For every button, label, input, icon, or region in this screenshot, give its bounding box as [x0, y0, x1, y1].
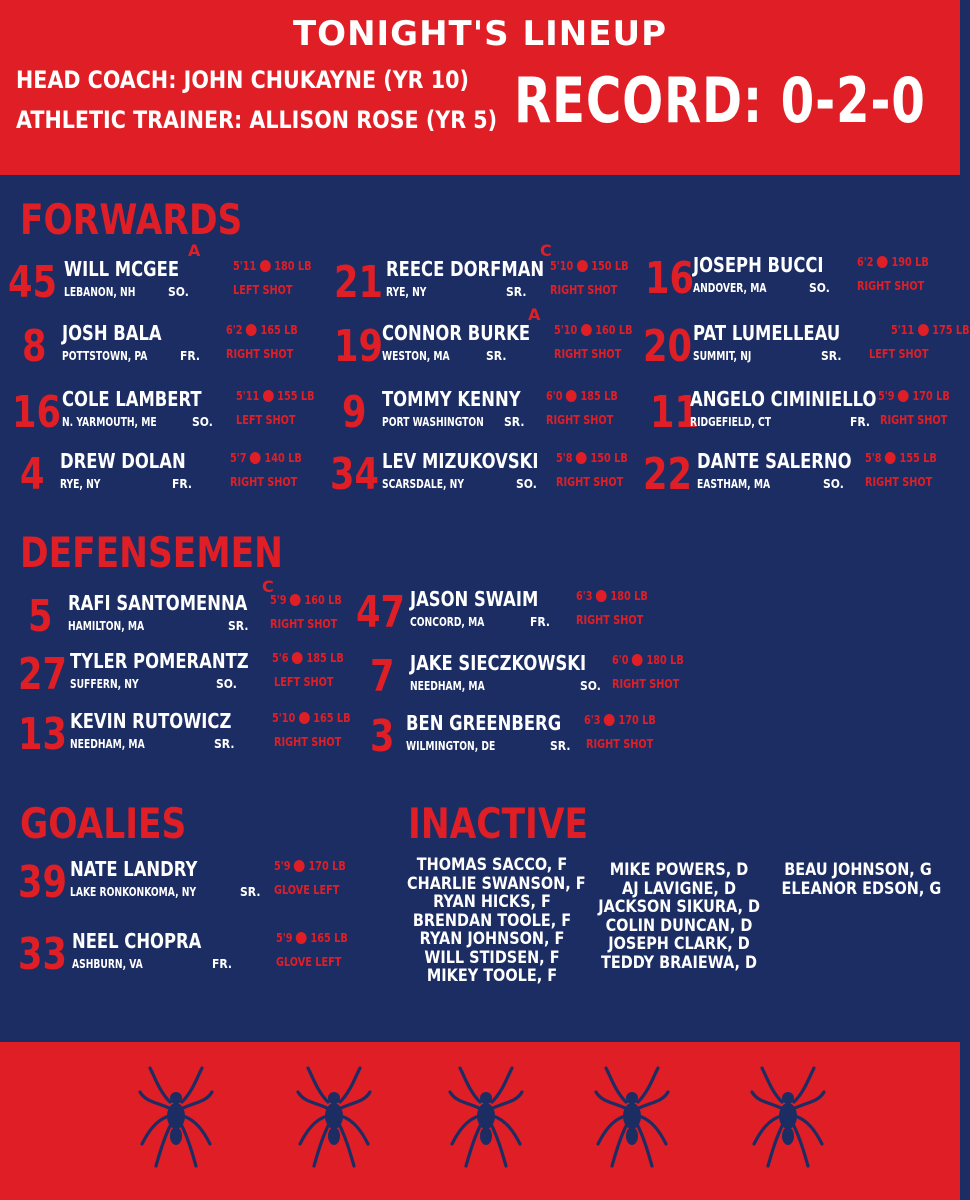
player-measurements	[230, 451, 302, 465]
inactive-forwards-list	[407, 855, 586, 986]
player-weight: 170 LB	[912, 389, 950, 403]
inactive-player: AJ LAVIGNE, D	[622, 878, 736, 899]
player-hometown: LAKE RONKONKOMA, NY	[70, 885, 197, 899]
player-hometown: NEEDHAM, MA	[70, 737, 145, 751]
player-class-year: FR.	[212, 957, 233, 971]
player-class-year: SR.	[214, 737, 235, 751]
player-hometown: CONCORD, MA	[410, 615, 485, 629]
player-name: RAFI SANTOMENNA	[68, 591, 248, 615]
jersey-number: 4	[20, 449, 45, 500]
inactive-player: JOSEPH CLARK, D	[608, 934, 750, 954]
player-name: REECE DORFMAN	[386, 257, 545, 281]
jersey-number: 34	[330, 449, 379, 500]
defensemen-player-card	[18, 707, 351, 763]
player-class-year: FR.	[530, 615, 551, 629]
player-hometown: N. YARMOUTH, ME	[62, 415, 157, 429]
player-shot-hand: RIGHT SHOT	[274, 735, 342, 749]
defensemen-player-card	[28, 577, 348, 645]
player-height: 5'8	[556, 451, 573, 465]
header-banner	[0, 0, 960, 175]
player-weight: 155 LB	[277, 389, 315, 403]
player-weight: 165 LB	[310, 931, 348, 945]
player-measurements	[550, 259, 629, 273]
captain-letter: A	[528, 305, 541, 324]
player-height: 5'10	[272, 711, 296, 725]
separator-dot-icon	[577, 260, 588, 272]
captain-letter: A	[188, 241, 201, 260]
player-height: 5'11	[236, 389, 260, 403]
player-shot-hand: LEFT SHOT	[274, 675, 334, 689]
player-measurements	[865, 451, 937, 465]
player-weight: 190 LB	[891, 255, 929, 269]
player-class-year: SO.	[168, 285, 189, 299]
head-coach: HEAD COACH: JOHN CHUKAYNE (YR 10)	[16, 66, 469, 94]
lineup-body	[0, 175, 970, 1042]
player-class-year: SO.	[216, 677, 237, 691]
captain-letter: C	[262, 577, 274, 596]
separator-dot-icon	[290, 594, 301, 606]
player-shot-hand: RIGHT SHOT	[546, 413, 614, 427]
player-hometown: ASHBURN, VA	[72, 957, 143, 971]
player-weight: 185 LB	[580, 389, 618, 403]
player-height: 5'6	[272, 651, 289, 665]
jersey-number: 7	[370, 651, 395, 702]
player-weight: 180 LB	[610, 589, 648, 603]
player-name: PAT LUMELLEAU	[693, 321, 841, 345]
forwards-player-card	[330, 447, 650, 503]
forwards-player-card	[645, 251, 965, 307]
player-shot-hand: RIGHT SHOT	[226, 347, 294, 361]
inactive-player: MIKEY TOOLE, F	[426, 966, 558, 986]
player-height: 5'9	[270, 593, 287, 607]
jersey-number: 21	[334, 257, 383, 308]
player-height: 6'3	[576, 589, 593, 603]
player-name: LEV MIZUKOVSKI	[382, 449, 539, 473]
separator-dot-icon	[877, 256, 888, 268]
defensemen-player-card	[356, 585, 676, 641]
spider-icon	[136, 1062, 216, 1172]
athletic-trainer: ATHLETIC TRAINER: ALLISON ROSE (YR 5)	[16, 106, 498, 134]
player-name: TOMMY KENNY	[382, 387, 521, 411]
player-height: 6'2	[226, 323, 243, 337]
defensemen-title: DEFENSEMEN	[20, 528, 283, 577]
player-name: JAKE SIECZKOWSKI	[410, 651, 587, 675]
inactive-player: BEAU JOHNSON, G	[784, 860, 932, 880]
player-name: JOSH BALA	[62, 321, 162, 345]
player-height: 6'3	[584, 713, 601, 727]
player-name: COLE LAMBERT	[62, 387, 202, 411]
player-hometown: LEBANON, NH	[64, 285, 136, 299]
player-measurements	[878, 389, 950, 403]
separator-dot-icon	[246, 324, 257, 336]
separator-dot-icon	[885, 452, 896, 464]
player-class-year: FR.	[180, 349, 201, 363]
jersey-number: 5	[28, 591, 53, 642]
player-height: 5'11	[233, 259, 257, 273]
player-hometown: RYE, NY	[60, 477, 101, 491]
player-name: NEEL CHOPRA	[72, 929, 202, 953]
defensemen-player-card	[370, 649, 690, 705]
player-measurements	[236, 389, 315, 403]
separator-dot-icon	[260, 260, 271, 272]
player-shot-hand: RIGHT SHOT	[865, 475, 933, 489]
player-height: 6'0	[546, 389, 563, 403]
player-measurements	[226, 323, 298, 337]
jersey-number: 16	[645, 253, 694, 304]
player-shot-hand: GLOVE LEFT	[274, 883, 340, 897]
player-measurements	[274, 859, 346, 873]
player-shot-hand: GLOVE LEFT	[276, 955, 342, 969]
separator-dot-icon	[581, 324, 592, 336]
jersey-number: 27	[18, 649, 67, 700]
inactive-player: CHARLIE SWANSON, F	[407, 873, 586, 894]
separator-dot-icon	[898, 390, 909, 402]
footer-banner	[0, 1042, 960, 1200]
player-height: 6'2	[857, 255, 874, 269]
inactive-player: THOMAS SACCO, F	[416, 855, 568, 875]
player-hometown: RYE, NY	[386, 285, 427, 299]
inactive-player: TEDDY BRAIEWA, D	[600, 952, 757, 973]
forwards-player-card	[12, 385, 332, 441]
jersey-number: 33	[18, 929, 67, 980]
player-class-year: SR.	[240, 885, 261, 899]
jersey-number: 3	[370, 711, 395, 762]
player-hometown: WESTON, MA	[382, 349, 450, 363]
inactive-player: JACKSON SIKURA, D	[598, 897, 760, 917]
spider-icon	[294, 1062, 374, 1172]
jersey-number: 16	[12, 387, 61, 438]
player-measurements	[272, 651, 344, 665]
separator-dot-icon	[294, 860, 305, 872]
player-hometown: NEEDHAM, MA	[410, 679, 485, 693]
forwards-player-card	[342, 385, 662, 441]
player-class-year: SO.	[809, 281, 830, 295]
player-hometown: ANDOVER, MA	[693, 281, 767, 295]
separator-dot-icon	[632, 654, 643, 666]
forwards-player-card	[643, 319, 970, 375]
captain-letter: C	[540, 241, 552, 260]
player-measurements	[576, 589, 648, 603]
player-class-year: SR.	[550, 739, 571, 753]
inactive-player: MIKE POWERS, D	[609, 860, 749, 880]
goalies-player-card	[18, 855, 346, 911]
player-shot-hand: RIGHT SHOT	[612, 677, 680, 691]
jersey-number: 8	[22, 321, 47, 372]
player-shot-hand: RIGHT SHOT	[230, 475, 298, 489]
player-weight: 170 LB	[308, 859, 346, 873]
player-hometown: WILMINGTON, DE	[406, 739, 496, 753]
inactive-player: ELEANOR EDSON, G	[781, 878, 942, 899]
player-class-year: SR.	[486, 349, 507, 363]
separator-dot-icon	[296, 932, 307, 944]
player-measurements	[554, 323, 633, 337]
player-height: 5'8	[865, 451, 882, 465]
player-weight: 140 LB	[264, 451, 302, 465]
player-height: 5'7	[230, 451, 247, 465]
player-weight: 185 LB	[306, 651, 344, 665]
player-weight: 150 LB	[590, 451, 628, 465]
inactive-player: RYAN JOHNSON, F	[419, 929, 565, 949]
forwards-player-card	[8, 241, 328, 311]
goalies-player-card	[18, 927, 348, 983]
separator-dot-icon	[576, 452, 587, 464]
forwards-player-card	[334, 305, 654, 375]
inactive-goalies-list	[781, 860, 942, 899]
player-weight: 175 LB	[932, 323, 970, 337]
player-name: JOSEPH BUCCI	[693, 253, 824, 277]
player-class-year: SR.	[228, 619, 249, 633]
goalies-title: GOALIES	[20, 799, 187, 848]
player-shot-hand: RIGHT SHOT	[880, 413, 948, 427]
player-shot-hand: RIGHT SHOT	[270, 617, 338, 631]
player-class-year: SR.	[506, 285, 527, 299]
separator-dot-icon	[292, 652, 303, 664]
player-class-year: SO.	[823, 477, 844, 491]
player-hometown: SUFFERN, NY	[70, 677, 139, 691]
inactive-player: COLIN DUNCAN, D	[605, 915, 753, 936]
player-weight: 180 LB	[274, 259, 312, 273]
player-measurements	[270, 593, 342, 607]
player-hometown: PORT WASHINGTON	[382, 415, 484, 429]
jersey-number: 22	[643, 449, 692, 500]
player-weight: 180 LB	[646, 653, 684, 667]
player-class-year: FR.	[850, 415, 871, 429]
defensemen-player-card	[370, 709, 690, 765]
jersey-number: 45	[8, 257, 57, 308]
player-shot-hand: RIGHT SHOT	[550, 283, 618, 297]
player-hometown: SCARSDALE, NY	[382, 477, 464, 491]
player-weight: 165 LB	[313, 711, 351, 725]
player-height: 5'11	[891, 323, 915, 337]
player-class-year: SR.	[504, 415, 525, 429]
player-weight: 160 LB	[595, 323, 633, 337]
player-name: BEN GREENBERG	[406, 711, 562, 735]
player-shot-hand: RIGHT SHOT	[857, 279, 925, 293]
player-name: TYLER POMERANTZ	[70, 649, 249, 673]
player-class-year: FR.	[172, 477, 193, 491]
spider-icon	[748, 1062, 828, 1172]
jersey-number: 20	[643, 321, 692, 372]
separator-dot-icon	[566, 390, 577, 402]
player-weight: 170 LB	[618, 713, 656, 727]
forwards-player-card	[643, 447, 963, 503]
jersey-number: 47	[356, 587, 405, 638]
player-name: DANTE SALERNO	[697, 449, 852, 473]
separator-dot-icon	[299, 712, 310, 724]
separator-dot-icon	[604, 714, 615, 726]
page-title: TONIGHT'S LINEUP	[292, 14, 667, 54]
forwards-title: FORWARDS	[20, 195, 243, 244]
player-name: DREW DOLAN	[60, 449, 186, 473]
player-name: NATE LANDRY	[70, 857, 198, 881]
forwards-player-card	[20, 447, 340, 503]
player-height: 5'10	[554, 323, 578, 337]
player-weight: 150 LB	[591, 259, 629, 273]
separator-dot-icon	[250, 452, 261, 464]
forwards-player-card	[650, 385, 970, 441]
player-name: JASON SWAIM	[410, 587, 539, 611]
inactive-title: INACTIVE	[408, 799, 589, 848]
player-shot-hand: RIGHT SHOT	[556, 475, 624, 489]
player-weight: 155 LB	[899, 451, 937, 465]
inactive-player: WILL STIDSEN, F	[424, 947, 560, 968]
player-weight: 165 LB	[260, 323, 298, 337]
player-height: 5'10	[550, 259, 574, 273]
player-shot-hand: LEFT SHOT	[233, 283, 293, 297]
player-class-year: SR.	[821, 349, 842, 363]
jersey-number: 39	[18, 857, 67, 908]
player-shot-hand: LEFT SHOT	[236, 413, 296, 427]
inactive-player: BRENDAN TOOLE, F	[412, 910, 572, 931]
player-class-year: SO.	[192, 415, 213, 429]
team-record: RECORD: 0-2-0	[514, 64, 926, 137]
player-height: 5'9	[276, 931, 293, 945]
forwards-player-card	[22, 319, 342, 375]
jersey-number: 13	[18, 709, 67, 760]
player-class-year: SO.	[516, 477, 537, 491]
spider-icon	[446, 1062, 526, 1172]
player-name: WILL MCGEE	[64, 257, 180, 281]
player-name: ANGELO CIMINIELLO	[690, 387, 877, 411]
player-name: KEVIN RUTOWICZ	[70, 709, 232, 733]
player-height: 5'9	[878, 389, 895, 403]
player-class-year: SO.	[580, 679, 601, 693]
player-measurements	[272, 711, 351, 725]
player-shot-hand: RIGHT SHOT	[586, 737, 654, 751]
spider-icon	[592, 1062, 672, 1172]
player-hometown: RIDGEFIELD, CT	[690, 415, 772, 429]
separator-dot-icon	[263, 390, 274, 402]
player-height: 5'9	[274, 859, 291, 873]
player-measurements	[612, 653, 684, 667]
player-hometown: SUMMIT, NJ	[693, 349, 752, 363]
separator-dot-icon	[596, 590, 607, 602]
player-measurements	[584, 713, 656, 727]
separator-dot-icon	[918, 324, 929, 336]
player-hometown: HAMILTON, MA	[68, 619, 145, 633]
player-shot-hand: RIGHT SHOT	[554, 347, 622, 361]
player-measurements	[556, 451, 628, 465]
player-hometown: POTTSTOWN, PA	[62, 349, 148, 363]
inactive-player: RYAN HICKS, F	[433, 892, 551, 912]
forwards-player-card	[334, 241, 654, 311]
inactive-defense-list	[598, 861, 760, 972]
player-height: 6'0	[612, 653, 629, 667]
jersey-number: 11	[650, 387, 699, 438]
player-measurements	[233, 259, 312, 273]
player-name: CONNOR BURKE	[382, 321, 531, 345]
player-measurements	[857, 255, 929, 269]
jersey-number: 19	[334, 321, 383, 372]
player-measurements	[891, 323, 970, 337]
player-shot-hand: LEFT SHOT	[869, 347, 929, 361]
player-hometown: EASTHAM, MA	[697, 477, 771, 491]
jersey-number: 9	[342, 387, 367, 438]
player-weight: 160 LB	[304, 593, 342, 607]
player-shot-hand: RIGHT SHOT	[576, 613, 644, 627]
player-measurements	[276, 931, 348, 945]
defensemen-player-card	[18, 647, 344, 703]
player-measurements	[546, 389, 618, 403]
